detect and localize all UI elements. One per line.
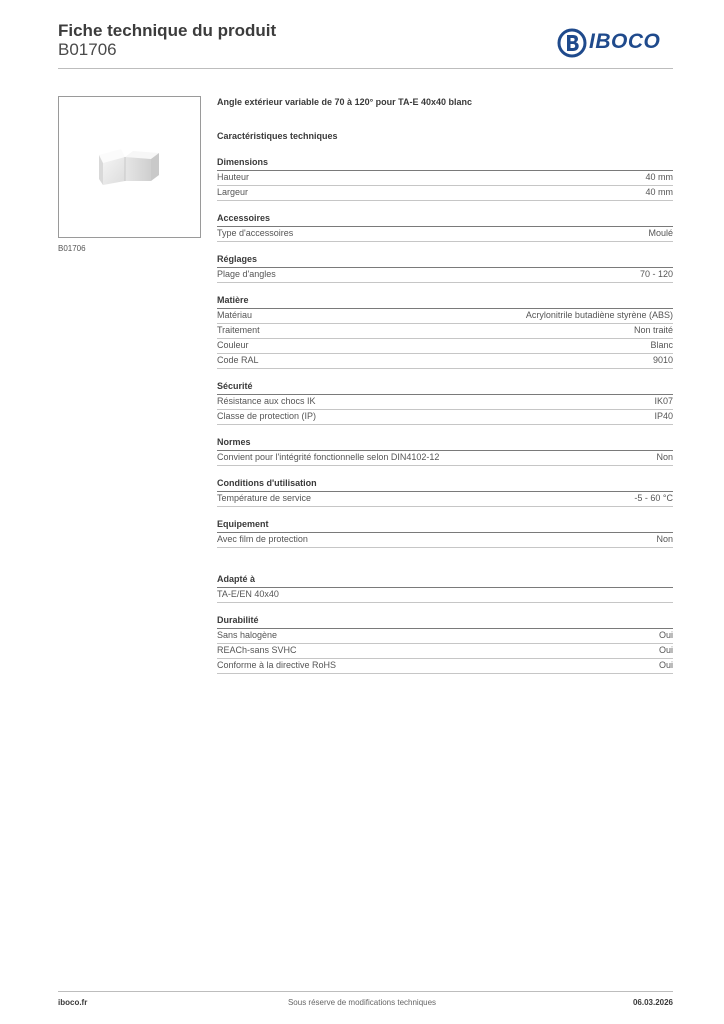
- spec-value: 40 mm: [645, 187, 673, 197]
- section-title: Conditions d'utilisation: [217, 477, 673, 492]
- spec-row: [217, 588, 673, 603]
- spec-value: Non: [656, 534, 673, 544]
- spec-label: TA-E/EN 40x40: [217, 589, 279, 599]
- section-title: Sécurité: [217, 380, 673, 395]
- spec-value: Oui: [658, 660, 673, 670]
- spec-section: [217, 212, 673, 242]
- spec-label: Matériau: [217, 310, 253, 320]
- spec-label: REACh-sans SVHC: [217, 645, 297, 655]
- spec-section: [217, 253, 673, 283]
- spec-row: [217, 492, 673, 507]
- footer-disclaimer: Sous réserve de modifications techniques: [287, 998, 437, 1007]
- spec-row: [217, 227, 673, 242]
- product-image: [58, 96, 201, 238]
- spec-row: [217, 354, 673, 369]
- spec-value: 9010: [652, 355, 673, 365]
- durability-section: [217, 614, 673, 674]
- spec-row: [217, 533, 673, 548]
- spec-value: Blanc: [650, 340, 673, 350]
- spec-row: [217, 186, 673, 201]
- brand-logo: [557, 27, 675, 59]
- section-title: Durabilité: [217, 614, 673, 629]
- spec-row: [217, 659, 673, 674]
- spec-sections: [217, 156, 673, 548]
- spec-label: Classe de protection (IP): [217, 411, 317, 421]
- page-title: Fiche technique du produit: [58, 21, 277, 40]
- spec-section: [217, 156, 673, 201]
- spec-label: Sans halogène: [217, 630, 278, 640]
- spec-label: Température de service: [217, 493, 312, 503]
- spec-section: [217, 477, 673, 507]
- footer-date: 06.03.2026: [632, 998, 673, 1007]
- spec-value: IP40: [654, 411, 673, 421]
- spec-value: Moulé: [648, 228, 673, 238]
- spec-label: Convient pour l'intégrité fonctionnelle selon DIN4102-12: [217, 452, 440, 462]
- header-divider: [58, 68, 673, 69]
- iboco-logo-icon: [557, 28, 587, 58]
- spec-row: [217, 644, 673, 659]
- section-title: Equipement: [217, 518, 673, 533]
- section-title: Adapté à: [217, 573, 673, 588]
- spec-label: Type d'accessoires: [217, 228, 294, 238]
- spec-label: Largeur: [217, 187, 249, 197]
- section-title: Dimensions: [217, 156, 673, 171]
- section-title: Matière: [217, 294, 673, 309]
- spec-row: [217, 395, 673, 410]
- product-name: Angle extérieur variable de 70 à 120° pour TA-E 40x40 blanc: [217, 97, 473, 107]
- spec-label: Plage d'angles: [217, 269, 276, 279]
- spec-row: [217, 339, 673, 354]
- spec-row: [217, 629, 673, 644]
- logo-text: IBOCO: [589, 30, 661, 53]
- spec-content: [217, 96, 673, 685]
- spec-label: Résistance aux chocs IK: [217, 396, 316, 406]
- spec-row: [217, 410, 673, 425]
- spec-value: Acrylonitrile butadiène styrène (ABS): [525, 310, 673, 320]
- spec-row: [217, 268, 673, 283]
- spec-label: Avec film de protection: [217, 534, 308, 544]
- spec-value: -5 - 60 °C: [634, 493, 673, 503]
- tech-specs-heading: Caractéristiques techniques: [217, 131, 338, 141]
- spec-section: [217, 436, 673, 466]
- spec-section: [217, 518, 673, 548]
- spec-label: Traitement: [217, 325, 260, 335]
- spec-label: Conforme à la directive RoHS: [217, 660, 337, 670]
- spec-row: [217, 451, 673, 466]
- section-title: Accessoires: [217, 212, 673, 227]
- adapted-section: [217, 573, 673, 603]
- section-title: Normes: [217, 436, 673, 451]
- spec-label: Couleur: [217, 340, 249, 350]
- section-title: Réglages: [217, 253, 673, 268]
- product-code: B01706: [58, 40, 117, 59]
- spec-row: [217, 324, 673, 339]
- spec-value: Non: [656, 452, 673, 462]
- spec-section: [217, 294, 673, 369]
- spec-label: Hauteur: [217, 172, 250, 182]
- spec-value: 40 mm: [645, 172, 673, 182]
- footer-website-link[interactable]: iboco.fr: [58, 998, 88, 1007]
- product-photo-icon: [59, 97, 200, 237]
- spec-row: [217, 309, 673, 324]
- spec-value: Oui: [658, 630, 673, 640]
- footer-divider: [58, 991, 673, 992]
- spec-row: [217, 171, 673, 186]
- spec-value: Oui: [658, 645, 673, 655]
- spec-value: Non traité: [633, 325, 673, 335]
- spec-value: IK07: [654, 396, 673, 406]
- spec-section: [217, 380, 673, 425]
- spec-value: 70 - 120: [639, 269, 673, 279]
- image-caption: B01706: [58, 244, 86, 253]
- spec-label: Code RAL: [217, 355, 259, 365]
